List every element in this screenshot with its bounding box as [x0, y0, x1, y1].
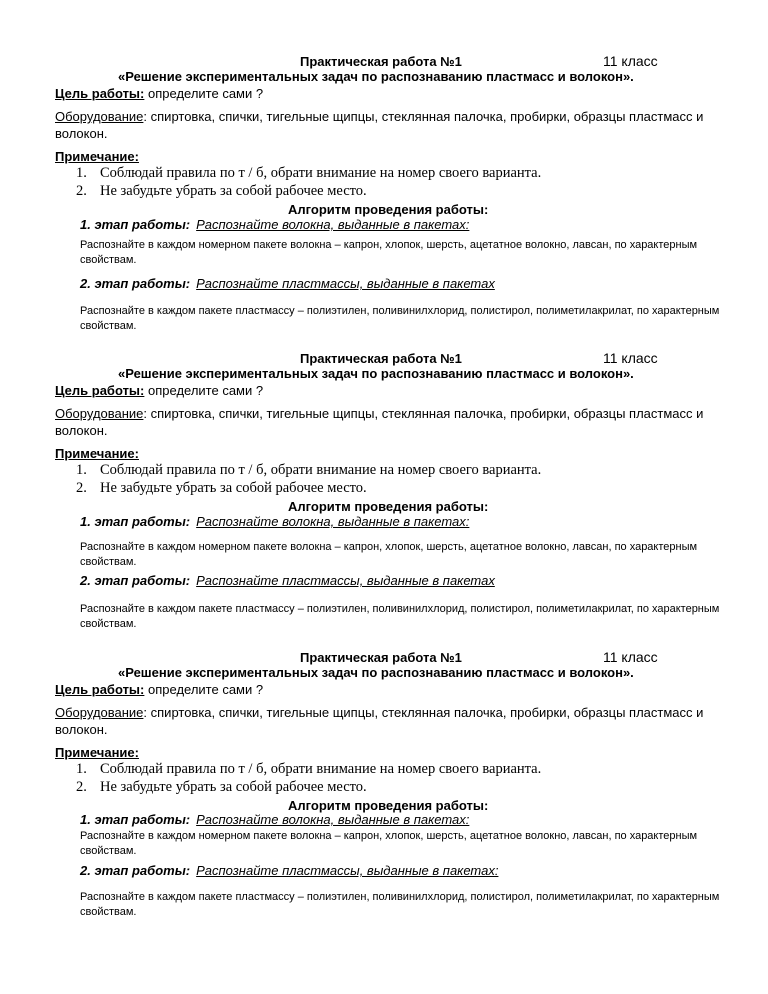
stage-text: Распознайте пластмассы, выданные в пакетах:: [196, 863, 499, 878]
worksheet-subtitle: «Решение экспериментальных задач по распознаванию пластмасс и волокон».: [118, 69, 634, 84]
stage-text: Распознайте волокна, выданные в пакетах:: [196, 514, 470, 529]
rule-text: Соблюдай правила по т / б, обрати внимание на номер своего варианта.: [100, 462, 542, 478]
rule-text: Не забудьте убрать за собой рабочее место.: [100, 779, 367, 795]
rule-text: Не забудьте убрать за собой рабочее место.: [100, 480, 367, 496]
stage-1: [80, 812, 469, 827]
equipment-label: Оборудование: [55, 406, 144, 421]
rule-item-1: [76, 165, 541, 182]
equipment-label: Оборудование: [55, 705, 144, 720]
note-label: Примечание:: [55, 745, 139, 760]
stage-1-description: Распознайте в каждом номерном пакете волокна – капрон, хлопок, шерсть, ацетатное волокно, лавсан, по характерным свойствам.: [80, 830, 698, 857]
worksheet-title: Практическая работа №1: [300, 650, 462, 665]
stage-label: 2. этап работы:: [80, 863, 191, 878]
goal-label: Цель работы:: [55, 86, 145, 101]
grade-label: 11 класс: [603, 53, 658, 69]
stage-text: Распознайте волокна, выданные в пакетах:: [196, 217, 470, 232]
stage-2-description: Распознайте в каждом пакете пластмассу – полиэтилен, поливинилхлорид, полистирол, полиметилакрилат, по характерным свойствам.: [80, 603, 720, 630]
stage-1: [80, 217, 469, 232]
stage-1-description: Распознайте в каждом номерном пакете волокна – капрон, хлопок, шерсть, ацетатное волокно, лавсан, по характерным свойствам.: [80, 239, 698, 266]
worksheet-subtitle: «Решение экспериментальных задач по распознаванию пластмасс и волокон».: [118, 665, 634, 680]
equipment-line: [55, 108, 715, 142]
rule-item-1: [76, 462, 541, 479]
stage-label: 2. этап работы:: [80, 276, 191, 291]
rule-item-2: [76, 779, 367, 796]
stage-text: Распознайте пластмассы, выданные в пакетах: [196, 573, 495, 588]
goal-text: определите сами ?: [148, 383, 264, 398]
stage-2-description: Распознайте в каждом пакете пластмассу – полиэтилен, поливинилхлорид, полистирол, полиметилакрилат, по характерным свойствам.: [80, 891, 720, 918]
stage-text: Распознайте пластмассы, выданные в пакетах: [196, 276, 495, 291]
stage-label: 1. этап работы:: [80, 812, 191, 827]
rule-number: 1.: [76, 165, 87, 181]
stage-label: 1. этап работы:: [80, 514, 191, 529]
goal-text: определите сами ?: [148, 682, 264, 697]
grade-label: 11 класс: [603, 649, 658, 665]
note-label: Примечание:: [55, 446, 139, 461]
equipment-text: : спиртовка, спички, тигельные щипцы, стеклянная палочка, пробирки, образцы пластмасс и волокон.: [55, 109, 704, 141]
worksheet-block-2: [0, 351, 768, 651]
algorithm-title: Алгоритм проведения работы:: [288, 499, 489, 514]
stage-2: [80, 863, 498, 878]
worksheet-block-3: [0, 650, 768, 950]
goal-text: определите сами ?: [148, 86, 264, 101]
rule-item-2: [76, 183, 367, 200]
rule-number: 1.: [76, 462, 87, 478]
goal-label: Цель работы:: [55, 682, 145, 697]
worksheet-title: Практическая работа №1: [300, 54, 462, 69]
rule-number: 2.: [76, 183, 87, 199]
note-label: Примечание:: [55, 149, 139, 164]
stage-2-description: Распознайте в каждом пакете пластмассу – полиэтилен, поливинилхлорид, полистирол, полиметилакрилат, по характерным свойствам.: [80, 305, 720, 332]
worksheet-block-1: [0, 54, 768, 354]
rule-number: 1.: [76, 761, 87, 777]
grade-label: 11 класс: [603, 350, 658, 366]
worksheet-title: Практическая работа №1: [300, 351, 462, 366]
stage-2: [80, 276, 495, 291]
equipment-line: [55, 704, 715, 738]
goal-line: [55, 682, 263, 697]
stage-1: [80, 514, 469, 529]
goal-label: Цель работы:: [55, 383, 145, 398]
stage-1-description: Распознайте в каждом номерном пакете волокна – капрон, хлопок, шерсть, ацетатное волокно, лавсан, по характерным свойствам.: [80, 541, 698, 568]
stage-label: 1. этап работы:: [80, 217, 191, 232]
rule-text: Соблюдай правила по т / б, обрати внимание на номер своего варианта.: [100, 165, 542, 181]
equipment-text: : спиртовка, спички, тигельные щипцы, стеклянная палочка, пробирки, образцы пластмасс и волокон.: [55, 406, 704, 438]
rule-number: 2.: [76, 480, 87, 496]
rule-item-2: [76, 480, 367, 497]
equipment-label: Оборудование: [55, 109, 144, 124]
algorithm-title: Алгоритм проведения работы:: [288, 798, 489, 813]
rule-number: 2.: [76, 779, 87, 795]
stage-label: 2. этап работы:: [80, 573, 191, 588]
stage-2: [80, 573, 495, 588]
equipment-line: [55, 405, 715, 439]
rule-text: Соблюдай правила по т / б, обрати внимание на номер своего варианта.: [100, 761, 542, 777]
rule-item-1: [76, 761, 541, 778]
algorithm-title: Алгоритм проведения работы:: [288, 202, 489, 217]
equipment-text: : спиртовка, спички, тигельные щипцы, стеклянная палочка, пробирки, образцы пластмасс и волокон.: [55, 705, 704, 737]
goal-line: [55, 86, 263, 101]
rule-text: Не забудьте убрать за собой рабочее место.: [100, 183, 367, 199]
stage-text: Распознайте волокна, выданные в пакетах:: [196, 812, 470, 827]
goal-line: [55, 383, 263, 398]
worksheet-subtitle: «Решение экспериментальных задач по распознаванию пластмасс и волокон».: [118, 366, 634, 381]
